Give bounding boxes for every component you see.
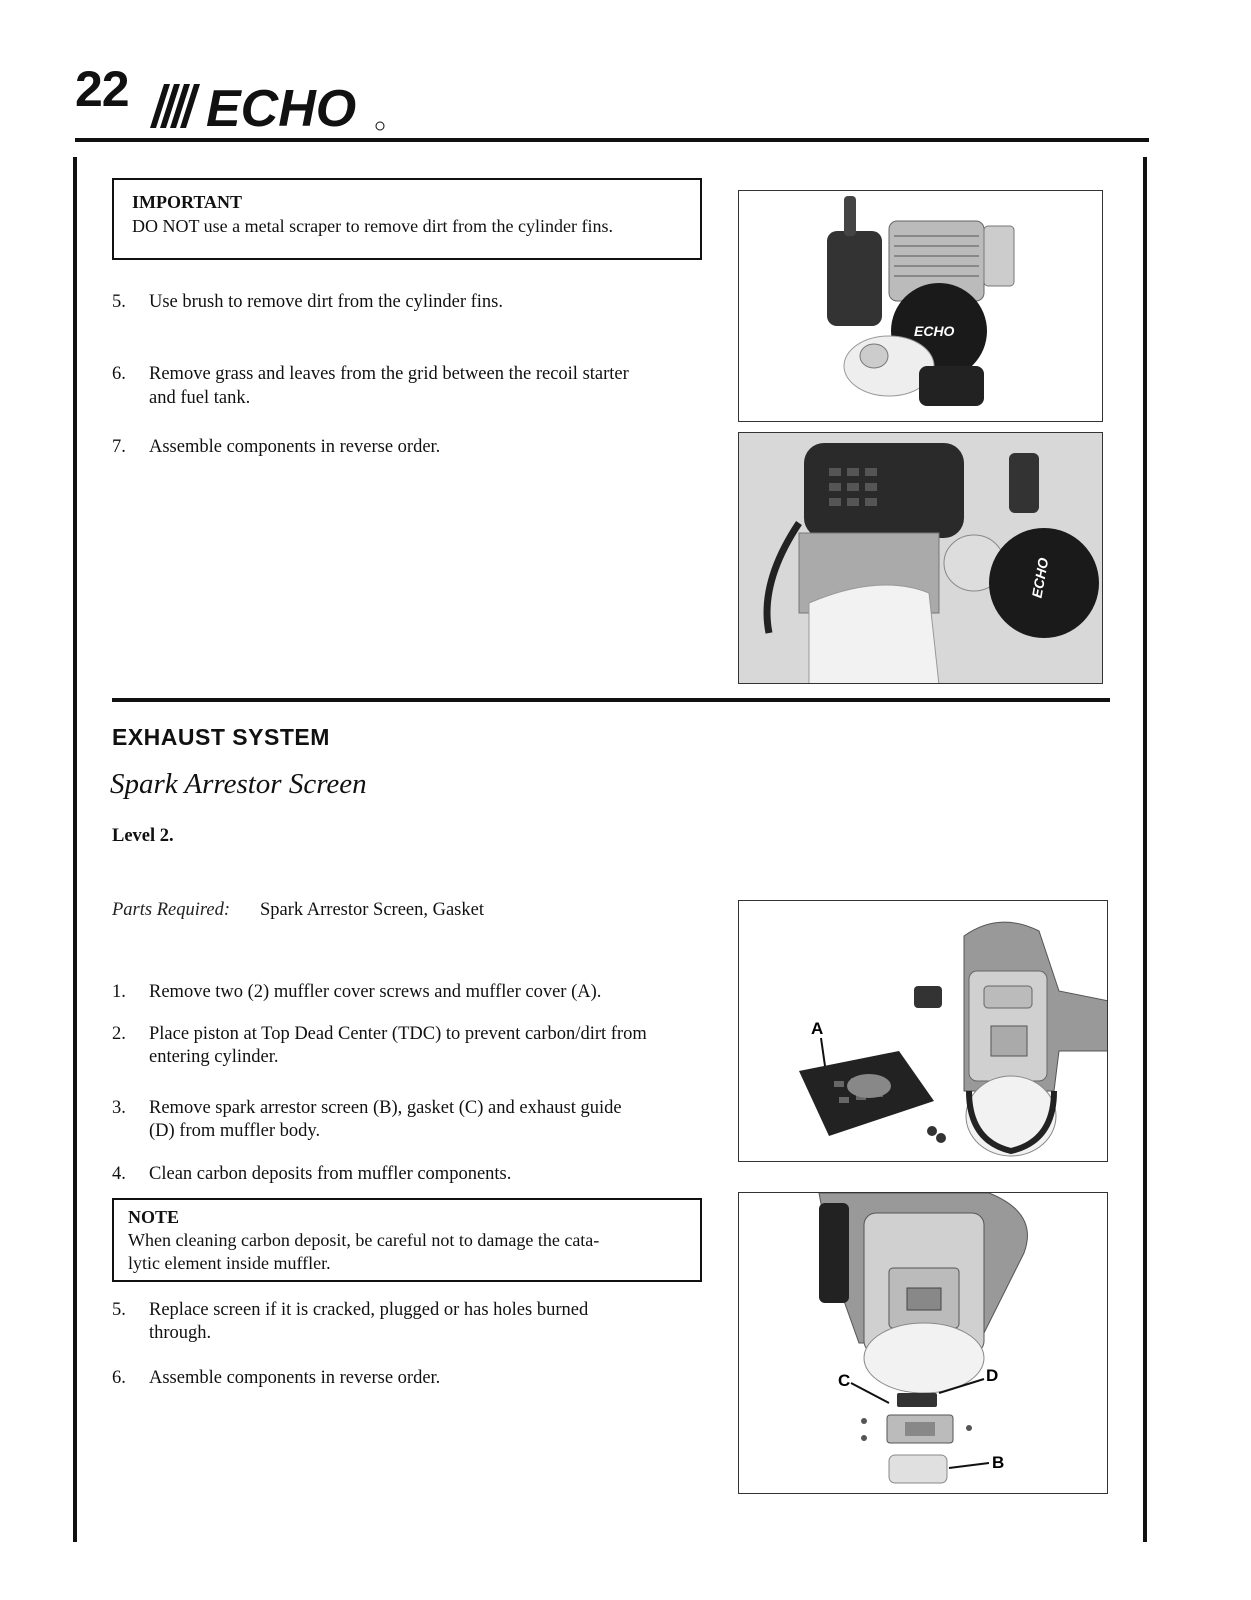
list-item <box>112 1366 702 1392</box>
right-margin-bar <box>1143 157 1147 1542</box>
list-item <box>112 362 702 412</box>
step-number: 7. <box>112 437 126 457</box>
section-title: EXHAUST SYSTEM <box>112 724 330 750</box>
list-item <box>112 1022 712 1072</box>
parts-required-label: Parts Required: <box>112 900 231 920</box>
note-box <box>112 1198 702 1282</box>
left-margin-bar <box>73 157 77 1542</box>
callout-a: A <box>811 1019 824 1038</box>
step-number: 5. <box>112 292 126 312</box>
note-text-line2: lytic element inside muffler. <box>128 1253 331 1273</box>
echo-logo <box>148 78 393 132</box>
step-text: Remove two (2) muffler cover screws and muffler cover (A). <box>149 982 602 1002</box>
spark-arrestor-parts-photo <box>738 1192 1108 1494</box>
step-number: 6. <box>112 1368 126 1388</box>
list-item <box>112 1298 702 1348</box>
step-text: through. <box>149 1323 212 1343</box>
step-number: 5. <box>112 1300 126 1320</box>
note-title: NOTE <box>128 1207 180 1227</box>
step-text: Assemble components in reverse order. <box>149 1368 441 1388</box>
list-item <box>112 290 692 316</box>
step-text: Assemble components in reverse order. <box>149 437 441 457</box>
brand-wordmark: ECHO <box>206 80 357 132</box>
important-box <box>112 178 702 260</box>
level-label: Level 2. <box>112 826 174 846</box>
list-item <box>112 1162 702 1188</box>
engine-logo: ECHO <box>914 323 955 339</box>
note-text-line1: When cleaning carbon deposit, be careful not to damage the cata- <box>128 1230 600 1250</box>
step-text: Replace screen if it is cracked, plugged or has holes burned <box>149 1300 589 1320</box>
section-rule <box>112 698 1110 702</box>
callout-c: C <box>838 1371 851 1390</box>
step-text: Place piston at Top Dead Center (TDC) to prevent carbon/dirt from <box>149 1024 647 1044</box>
important-text: DO NOT use a metal scraper to remove dirt from the cylinder fins. <box>132 216 614 236</box>
subsection-title: Spark Arrestor Screen <box>110 768 367 800</box>
list-item <box>112 1096 712 1146</box>
step-number: 3. <box>112 1098 126 1118</box>
page-number: 22 <box>75 61 129 117</box>
engine-photo <box>738 190 1103 422</box>
parts-required-value: Spark Arrestor Screen, Gasket <box>260 900 484 920</box>
step-text: Clean carbon deposits from muffler components. <box>149 1164 512 1184</box>
list-item <box>112 980 702 1006</box>
step-text: Remove grass and leaves from the grid between the recoil starter <box>149 364 629 384</box>
callout-b: B <box>992 1453 1005 1472</box>
step-number: 6. <box>112 364 126 384</box>
step-text: Remove spark arrestor screen (B), gasket (C) and exhaust guide <box>149 1098 622 1118</box>
trimmer-closeup-photo <box>738 432 1103 684</box>
muffler-cover-photo <box>738 900 1108 1162</box>
list-item <box>112 435 692 461</box>
step-text: Use brush to remove dirt from the cylinder fins. <box>149 292 503 312</box>
svg-text:ECHO: ECHO <box>1028 556 1052 600</box>
step-text: (D) from muffler body. <box>149 1121 321 1141</box>
callout-d: D <box>986 1366 999 1385</box>
step-number: 1. <box>112 982 126 1002</box>
important-title: IMPORTANT <box>132 192 243 212</box>
step-text: and fuel tank. <box>149 388 251 408</box>
header-rule <box>75 138 1149 142</box>
step-number: 2. <box>112 1024 126 1044</box>
step-text: entering cylinder. <box>149 1047 279 1067</box>
step-number: 4. <box>112 1164 126 1184</box>
